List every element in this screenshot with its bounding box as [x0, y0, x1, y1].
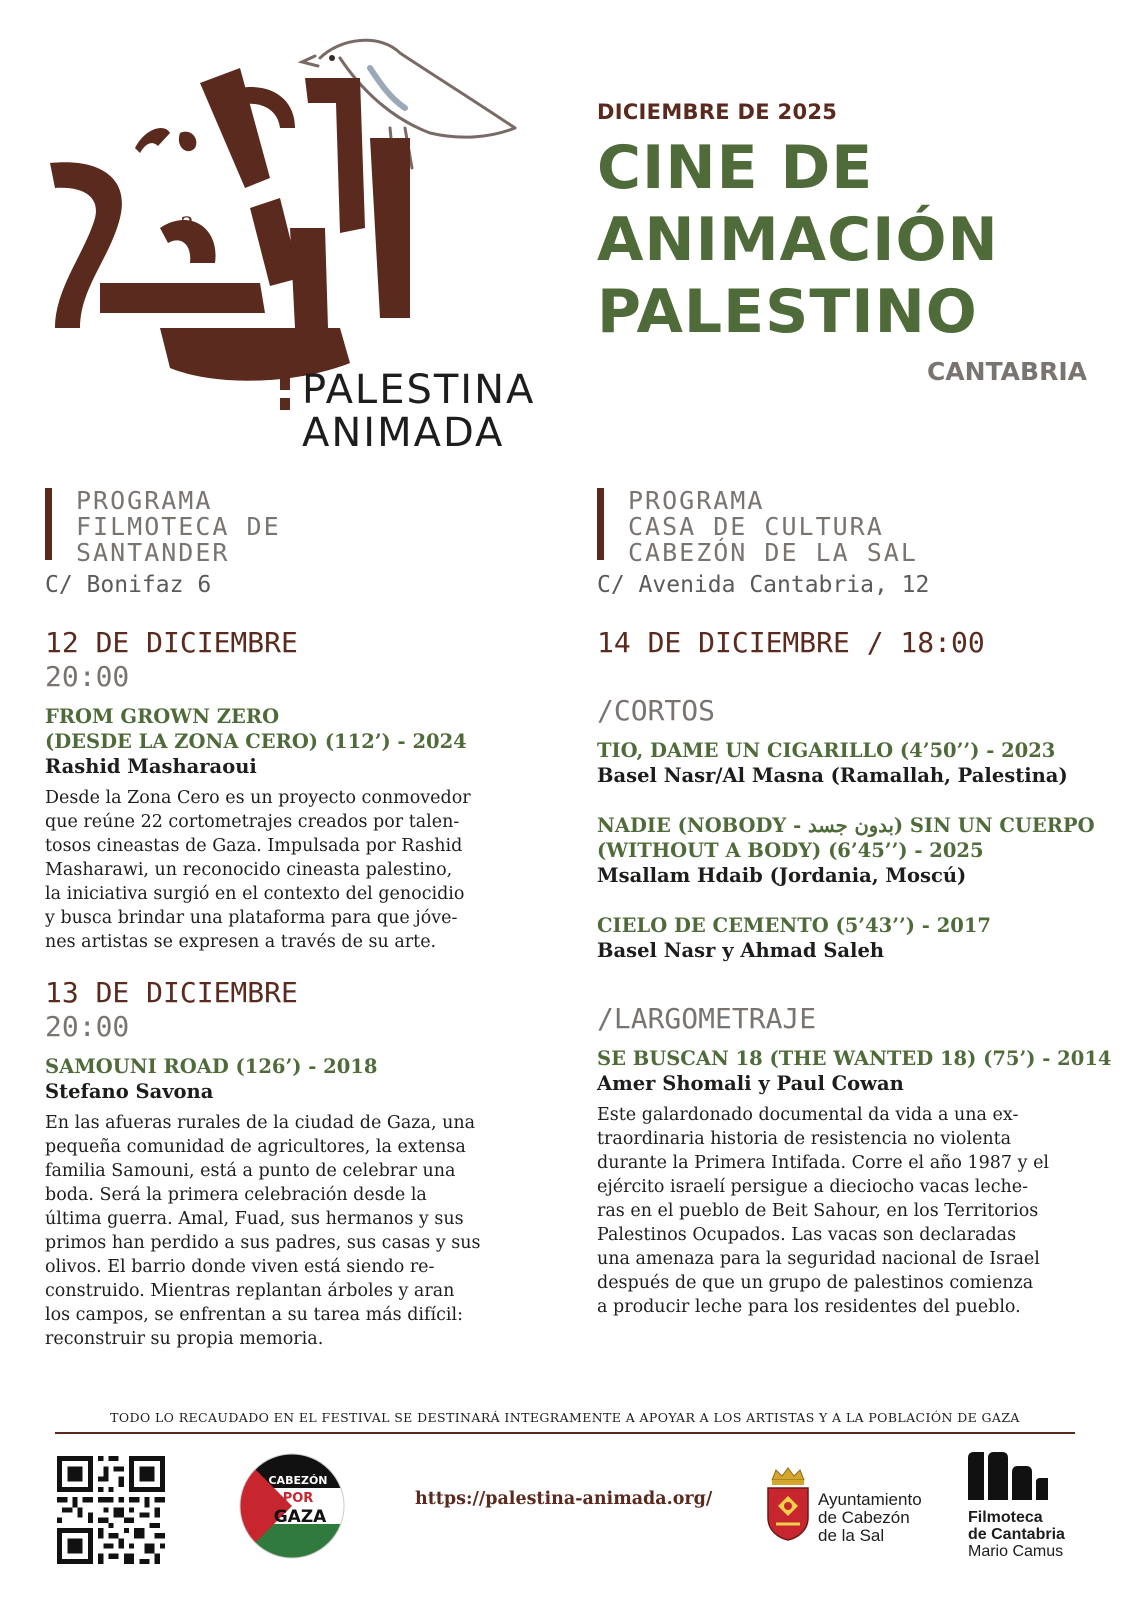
- venue-line: CABEZÓN DE LA SAL: [628, 538, 918, 567]
- desc-line: Este galardonado documental da vida a una ex-: [597, 1105, 1019, 1125]
- palestina-animada-logo: [40, 28, 550, 468]
- cabezon-coat-of-arms-icon: [764, 1466, 812, 1542]
- desc-line: a producir leche para los residentes del pueblo.: [597, 1297, 1021, 1317]
- program-casa-cultura-cabezon: [597, 486, 1112, 1319]
- film-title-line: SAMOUNI ROAD (126’) - 2018: [45, 1055, 378, 1078]
- desc-line: Masharawi, un reconocido cineasta palestino,: [45, 860, 453, 880]
- badge-line: POR: [282, 1491, 314, 1506]
- short-film: [597, 813, 1095, 889]
- title-line: CINE DE: [597, 133, 874, 203]
- desc-line: los campos, se enfrentan a su tarea más difícil:: [45, 1305, 463, 1325]
- feature-film: [597, 1046, 1112, 1319]
- ayuntamiento-cabezon-label: [818, 1491, 922, 1545]
- film-title-line: (WITHOUT A BODY) (6’45’’) - 2025: [597, 839, 984, 862]
- desc-line: y busca brindar una plataforma para que jóve-: [45, 908, 458, 928]
- venue-line: SANTANDER: [76, 538, 230, 567]
- desc-line: una amenaza para la seguridad nacional de Israel: [597, 1249, 1040, 1269]
- desc-line: última guerra. Amal, Fuad, sus hermanos y sus: [45, 1209, 464, 1229]
- festival-region: CANTABRIA: [926, 357, 1087, 386]
- title-line: ANIMACIÓN: [597, 205, 999, 275]
- desc-line: traordinaria historia de resistencia no violenta: [597, 1129, 1012, 1149]
- filmoteca-cantabria-label: [968, 1509, 1065, 1560]
- film-title: [597, 738, 1087, 763]
- festival-month: DICIEMBRE DE 2025: [597, 100, 838, 124]
- ayto-line: Ayuntamiento: [818, 1490, 922, 1509]
- desc-line: tosos cineastas de Gaza. Impulsada por Rashid: [45, 836, 463, 856]
- desc-line: En las afueras rurales de la ciudad de Gaza, una: [45, 1113, 476, 1133]
- film-director: Msallam Hdaib (Jordania, Moscú): [597, 864, 967, 887]
- desc-line: Desde la Zona Cero es un proyecto conmovedor: [45, 788, 471, 808]
- film-description: [597, 1103, 1087, 1319]
- film-title: [597, 913, 1087, 938]
- desc-line: pequeña comunidad de agricultores, la extensa: [45, 1137, 466, 1157]
- film-director: Basel Nasr y Ahmad Saleh: [597, 939, 885, 962]
- film-title-line: FROM GROWN ZERO: [45, 705, 280, 728]
- fundraising-note: TODO LO RECAUDADO EN EL FESTIVAL SE DESTINARÁ INTEGRAMENTE A APOYAR A LOS ARTISTAS Y A LA POBLACIÓN DE GAZA: [110, 1410, 1020, 1425]
- desc-line: ras en el pueblo de Beit Sahour, en los Territorios: [597, 1201, 1039, 1221]
- film-description: [45, 786, 520, 954]
- desc-line: ejército israelí persigue a dieciocho vacas leche-: [597, 1177, 1029, 1197]
- film-description: [45, 1111, 520, 1351]
- desc-line: construido. Mientras replantan árboles y aran: [45, 1281, 455, 1301]
- film-director: Stefano Savona: [45, 1080, 214, 1103]
- venue-line: PROGRAMA: [76, 486, 213, 515]
- logo-palestina: PALESTINA: [302, 367, 536, 413]
- footer-divider: [55, 1432, 1075, 1434]
- film-title-line: (DESDE LA ZONA CERO) (112’) - 2024: [45, 730, 467, 753]
- logo-number: 3: [180, 214, 194, 239]
- venue-line: PROGRAMA: [628, 486, 765, 515]
- venue-line: FILMOTECA DE: [76, 512, 281, 541]
- film-title-line: NADIE (NOBODY - بدون جسد) SIN UN CUERPO: [597, 814, 1095, 837]
- film-title: [597, 1046, 1112, 1071]
- festival-website-link[interactable]: https://palestina-animada.org/: [415, 1489, 713, 1509]
- desc-line: la iniciativa surgió en el contexto del genocidio: [45, 884, 465, 904]
- event-date: 13 DE DICIEMBRE: [45, 976, 298, 1009]
- event-time: 20:00: [45, 660, 130, 693]
- film-title-line: CIELO DE CEMENTO (5’43’’) - 2017: [597, 914, 991, 937]
- short-film: [597, 738, 1087, 789]
- badge-line: CABEZÓN: [268, 1474, 328, 1487]
- desc-line: olivos. El barrio donde viven está siendo re-: [45, 1257, 435, 1277]
- filmoteca-logo-icon: [968, 1452, 1048, 1500]
- film-title-line: SE BUSCAN 18 (THE WANTED 18) (75’) - 2014: [597, 1047, 1112, 1070]
- film-director: Amer Shomali y Paul Cowan: [597, 1072, 904, 1095]
- desc-line: nes artistas se expresen a través de su arte.: [45, 932, 437, 952]
- film-director: Rashid Masharaoui: [45, 755, 257, 778]
- event-12-dec: [45, 626, 520, 954]
- film-title: [45, 1054, 520, 1079]
- ayto-line: de Cabezón: [818, 1508, 910, 1527]
- event-date: 12 DE DICIEMBRE: [45, 626, 298, 659]
- desc-line: boda. Será la primera celebración desde la: [45, 1185, 427, 1205]
- filmo-line: Mario Camus: [968, 1543, 1064, 1560]
- venue-address: C/ Avenida Cantabria, 12: [597, 572, 930, 598]
- filmo-line: de Cantabria: [968, 1526, 1065, 1543]
- filmo-line: Filmoteca: [968, 1509, 1043, 1526]
- ayto-line: de la Sal: [818, 1526, 885, 1545]
- desc-line: después de que un grupo de palestinos comienza: [597, 1273, 1034, 1293]
- desc-line: durante la Primera Intifada. Corre el año 1987 y el: [597, 1153, 1050, 1173]
- event-time: 20:00: [45, 1010, 130, 1043]
- film-title-line: TIO, DAME UN CIGARILLO (4’50’’) - 2023: [597, 739, 1056, 762]
- venue-line: CASA DE CULTURA: [628, 512, 884, 541]
- film-title: [45, 704, 520, 754]
- cabezon-por-gaza-badge: [238, 1452, 346, 1560]
- desc-line: familia Samouni, está a punto de celebrar una: [45, 1161, 456, 1181]
- desc-line: Palestinos Ocupados. Las vacas son declaradas: [597, 1225, 1017, 1245]
- shorts-section-label: /CORTOS: [597, 694, 716, 727]
- logo-animada: ANIMADA: [302, 410, 505, 456]
- short-film: [597, 913, 1087, 964]
- feature-section-label: /LARGOMETRAJE: [597, 1002, 817, 1035]
- event-date-time: 14 DE DICIEMBRE / 18:00: [597, 626, 985, 659]
- desc-line: reconstruir su propia memoria.: [45, 1329, 324, 1349]
- qr-code[interactable]: [57, 1456, 165, 1564]
- film-director: Basel Nasr/Al Masna (Ramallah, Palestina): [597, 764, 1068, 787]
- venue-heading: [597, 486, 1087, 567]
- desc-line: que reúne 22 cortometrajes creados por talen-: [45, 812, 460, 832]
- festival-title: [597, 132, 1097, 348]
- event-13-dec: [45, 976, 520, 1351]
- desc-line: primos han perdido a sus padres, sus casas y sus: [45, 1233, 481, 1253]
- film-title: [597, 813, 1095, 863]
- venue-heading: [45, 486, 520, 567]
- title-line: PALESTINO: [597, 277, 978, 347]
- badge-line: GAZA: [273, 1507, 327, 1527]
- program-filmoteca-santander: [45, 488, 520, 1351]
- venue-address: C/ Bonifaz 6: [45, 572, 212, 598]
